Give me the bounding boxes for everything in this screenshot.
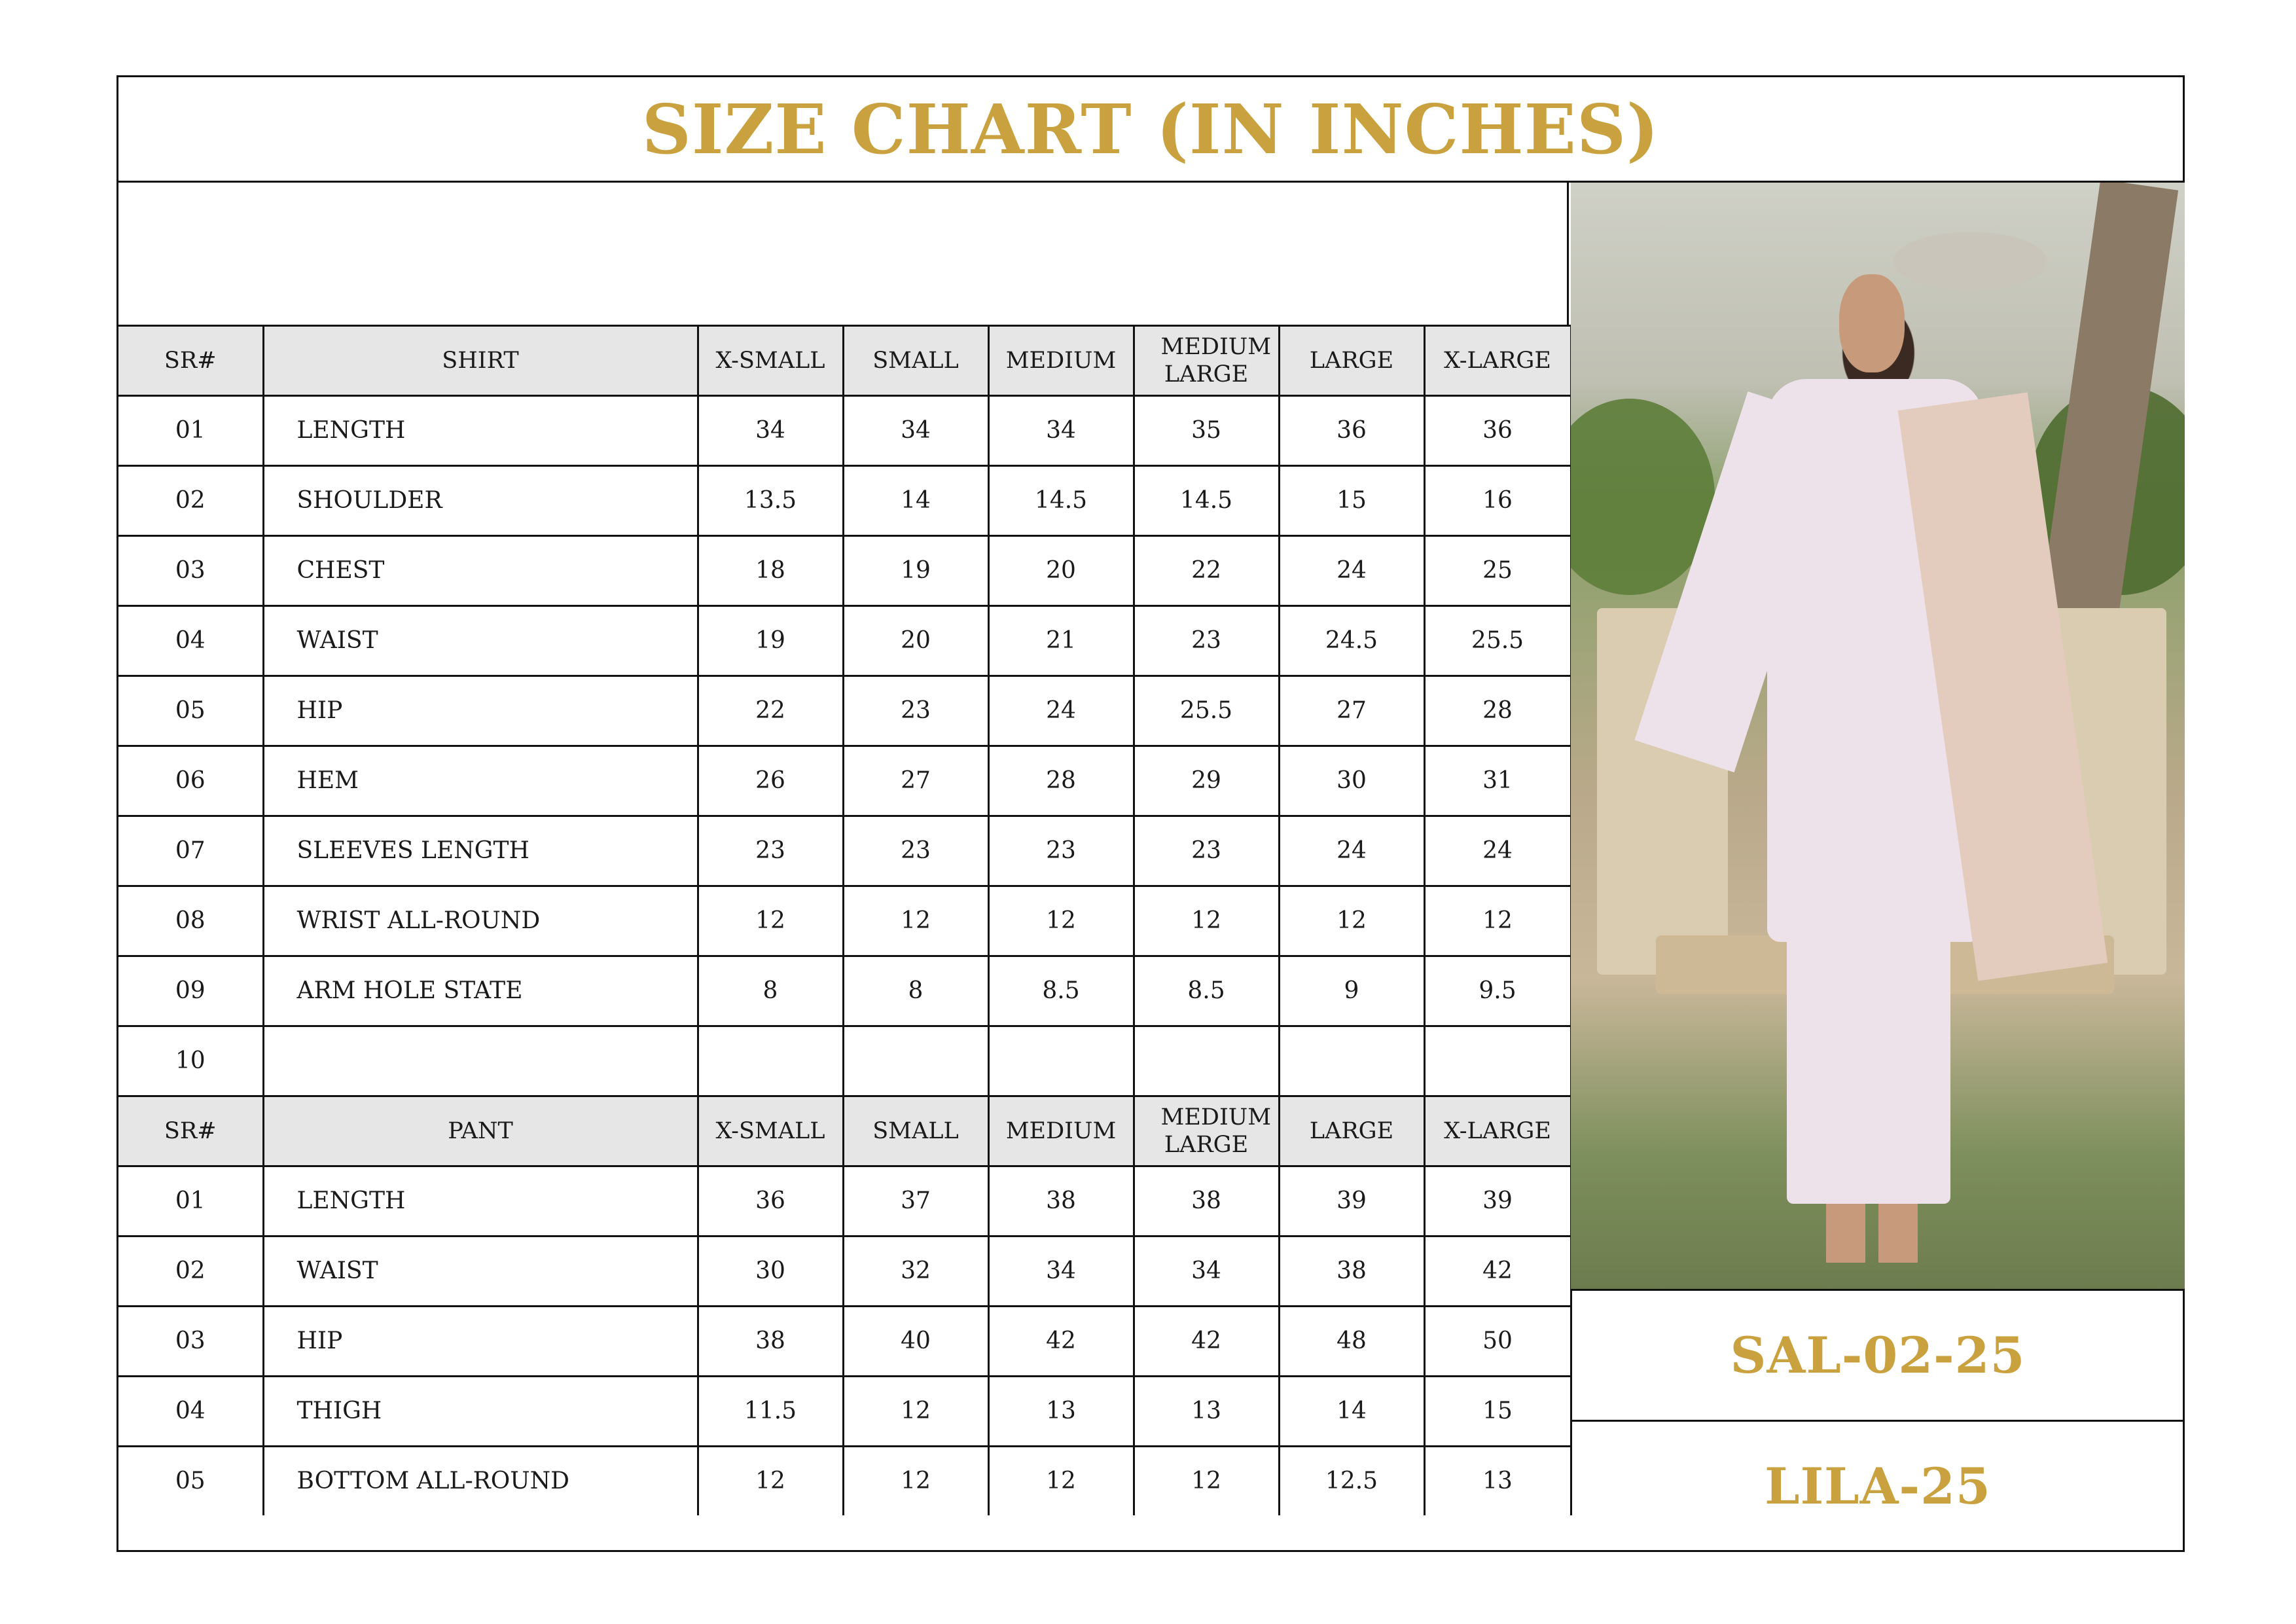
value-cell: 24	[1424, 816, 1571, 886]
sr-header: SR#	[118, 1096, 263, 1166]
value-cell: 26	[698, 746, 843, 816]
sr-cell: 06	[118, 746, 263, 816]
value-cell: 38	[1279, 1236, 1424, 1307]
sr-header: SR#	[118, 326, 263, 396]
sr-cell: 10	[118, 1026, 263, 1096]
measurement-label: HIP	[263, 676, 698, 746]
value-cell: 13	[1424, 1447, 1571, 1516]
value-cell: 12	[988, 886, 1134, 956]
value-cell: 34	[988, 396, 1134, 466]
measurement-label: ARM HOLE STATE	[263, 956, 698, 1026]
value-cell: 28	[988, 746, 1134, 816]
blank-area	[118, 183, 1569, 325]
value-cell: 34	[698, 396, 843, 466]
value-cell: 12.5	[1279, 1447, 1424, 1516]
measurement-label: CHEST	[263, 536, 698, 606]
sr-cell: 01	[118, 396, 263, 466]
size-header: SMALL	[843, 326, 988, 396]
value-cell: 23	[698, 816, 843, 886]
value-cell	[1134, 1026, 1279, 1096]
page-title: SIZE CHART (IN INCHES)	[641, 88, 1660, 170]
value-cell: 8	[698, 956, 843, 1026]
sr-cell: 02	[118, 1236, 263, 1307]
value-cell: 39	[1279, 1166, 1424, 1236]
value-cell: 12	[843, 1377, 988, 1447]
value-cell: 24.5	[1279, 606, 1424, 676]
value-cell: 12	[1134, 886, 1279, 956]
table-row	[118, 396, 1571, 466]
value-cell: 16	[1424, 466, 1571, 536]
sr-cell: 05	[118, 1447, 263, 1516]
value-cell	[988, 1026, 1134, 1096]
collection-cell	[1571, 1422, 2185, 1550]
value-cell: 12	[988, 1447, 1134, 1516]
measurement-label: SHOULDER	[263, 466, 698, 536]
value-cell	[843, 1026, 988, 1096]
size-header: MEDIUM	[988, 326, 1134, 396]
size-header: X-LARGE	[1424, 1096, 1571, 1166]
table-row	[118, 536, 1571, 606]
value-cell: 12	[698, 886, 843, 956]
value-cell: 25.5	[1424, 606, 1571, 676]
value-cell: 24	[1279, 816, 1424, 886]
value-cell: 24	[1279, 536, 1424, 606]
product-code-cell	[1571, 1289, 2185, 1422]
value-cell: 42	[1424, 1236, 1571, 1307]
value-cell: 28	[1424, 676, 1571, 746]
value-cell: 48	[1279, 1307, 1424, 1377]
table-row	[118, 746, 1571, 816]
value-cell: 34	[1134, 1236, 1279, 1307]
value-cell: 50	[1424, 1307, 1571, 1377]
sr-cell: 08	[118, 886, 263, 956]
measurement-label	[263, 1026, 698, 1096]
value-cell: 19	[698, 606, 843, 676]
value-cell: 14.5	[1134, 466, 1279, 536]
value-cell: 31	[1424, 746, 1571, 816]
value-cell: 40	[843, 1307, 988, 1377]
size-header: X-SMALL	[698, 326, 843, 396]
value-cell: 38	[988, 1166, 1134, 1236]
value-cell: 34	[988, 1236, 1134, 1307]
value-cell: 8.5	[1134, 956, 1279, 1026]
sr-cell: 09	[118, 956, 263, 1026]
table-row	[118, 956, 1571, 1026]
measurement-label: SLEEVES LENGTH	[263, 816, 698, 886]
table-row	[118, 1166, 1571, 1236]
collection-name: LILA-25	[1765, 1456, 1991, 1515]
value-cell: 12	[1424, 886, 1571, 956]
table-row	[118, 1447, 1571, 1516]
value-cell: 20	[988, 536, 1134, 606]
sr-cell: 04	[118, 606, 263, 676]
value-cell: 15	[1424, 1377, 1571, 1447]
value-cell: 42	[988, 1307, 1134, 1377]
value-cell: 36	[1279, 396, 1424, 466]
size-header: X-SMALL	[698, 1096, 843, 1166]
size-header: MEDIUM LARGE	[1134, 1096, 1279, 1166]
value-cell: 23	[988, 816, 1134, 886]
value-cell: 13.5	[698, 466, 843, 536]
shirt-section-header: SHIRT	[263, 326, 698, 396]
sr-cell: 02	[118, 466, 263, 536]
value-cell: 23	[1134, 606, 1279, 676]
sr-cell: 05	[118, 676, 263, 746]
value-cell: 20	[843, 606, 988, 676]
value-cell: 12	[843, 1447, 988, 1516]
value-cell: 14.5	[988, 466, 1134, 536]
value-cell: 23	[843, 676, 988, 746]
pant-header-row	[118, 1096, 1571, 1166]
value-cell	[1279, 1026, 1424, 1096]
table-row	[118, 606, 1571, 676]
value-cell: 8.5	[988, 956, 1134, 1026]
value-cell: 12	[1134, 1447, 1279, 1516]
measurement-label: LENGTH	[263, 396, 698, 466]
size-header: MEDIUM LARGE	[1134, 326, 1279, 396]
sr-cell: 01	[118, 1166, 263, 1236]
value-cell: 12	[1279, 886, 1424, 956]
value-cell: 29	[1134, 746, 1279, 816]
value-cell: 25.5	[1134, 676, 1279, 746]
title-band	[118, 77, 2183, 183]
size-chart-frame	[117, 75, 2185, 1552]
size-header: LARGE	[1279, 1096, 1424, 1166]
measurement-label: LENGTH	[263, 1166, 698, 1236]
value-cell: 30	[698, 1236, 843, 1307]
value-cell	[698, 1026, 843, 1096]
value-cell: 32	[843, 1236, 988, 1307]
value-cell: 24	[988, 676, 1134, 746]
sr-cell: 07	[118, 816, 263, 886]
shirt-header-row	[118, 326, 1571, 396]
measurement-label: HEM	[263, 746, 698, 816]
measurement-label: THIGH	[263, 1377, 698, 1447]
table-row	[118, 676, 1571, 746]
sr-cell: 03	[118, 1307, 263, 1377]
table-row	[118, 466, 1571, 536]
value-cell: 34	[843, 396, 988, 466]
table-row	[118, 886, 1571, 956]
value-cell: 18	[698, 536, 843, 606]
size-header: MEDIUM	[988, 1096, 1134, 1166]
measurement-label: HIP	[263, 1307, 698, 1377]
value-cell: 14	[843, 466, 988, 536]
pant-section-header: PANT	[263, 1096, 698, 1166]
value-cell: 38	[698, 1307, 843, 1377]
value-cell: 37	[843, 1166, 988, 1236]
value-cell: 35	[1134, 396, 1279, 466]
size-table	[118, 325, 1572, 1515]
measurement-label: WRIST ALL-ROUND	[263, 886, 698, 956]
table-row	[118, 1026, 1571, 1096]
value-cell: 38	[1134, 1166, 1279, 1236]
size-header: LARGE	[1279, 326, 1424, 396]
measurement-label: WAIST	[263, 1236, 698, 1307]
sr-cell: 03	[118, 536, 263, 606]
value-cell: 13	[988, 1377, 1134, 1447]
table-row	[118, 1307, 1571, 1377]
value-cell: 30	[1279, 746, 1424, 816]
value-cell: 36	[1424, 396, 1571, 466]
value-cell: 15	[1279, 466, 1424, 536]
value-cell: 22	[698, 676, 843, 746]
value-cell: 42	[1134, 1307, 1279, 1377]
value-cell: 9.5	[1424, 956, 1571, 1026]
value-cell	[1424, 1026, 1571, 1096]
value-cell: 12	[698, 1447, 843, 1516]
value-cell: 8	[843, 956, 988, 1026]
value-cell: 25	[1424, 536, 1571, 606]
sr-cell: 04	[118, 1377, 263, 1447]
product-photo	[1571, 183, 2185, 1289]
value-cell: 23	[843, 816, 988, 886]
value-cell: 9	[1279, 956, 1424, 1026]
size-header: SMALL	[843, 1096, 988, 1166]
value-cell: 11.5	[698, 1377, 843, 1447]
value-cell: 22	[1134, 536, 1279, 606]
table-row	[118, 1236, 1571, 1307]
measurement-label: BOTTOM ALL-ROUND	[263, 1447, 698, 1516]
size-header: X-LARGE	[1424, 326, 1571, 396]
value-cell: 39	[1424, 1166, 1571, 1236]
value-cell: 27	[843, 746, 988, 816]
value-cell: 36	[698, 1166, 843, 1236]
value-cell: 13	[1134, 1377, 1279, 1447]
value-cell: 21	[988, 606, 1134, 676]
value-cell: 19	[843, 536, 988, 606]
value-cell: 27	[1279, 676, 1424, 746]
measurement-label: WAIST	[263, 606, 698, 676]
value-cell: 14	[1279, 1377, 1424, 1447]
table-row	[118, 816, 1571, 886]
product-code: SAL-02-25	[1730, 1326, 2026, 1384]
table-row	[118, 1377, 1571, 1447]
value-cell: 23	[1134, 816, 1279, 886]
value-cell: 12	[843, 886, 988, 956]
